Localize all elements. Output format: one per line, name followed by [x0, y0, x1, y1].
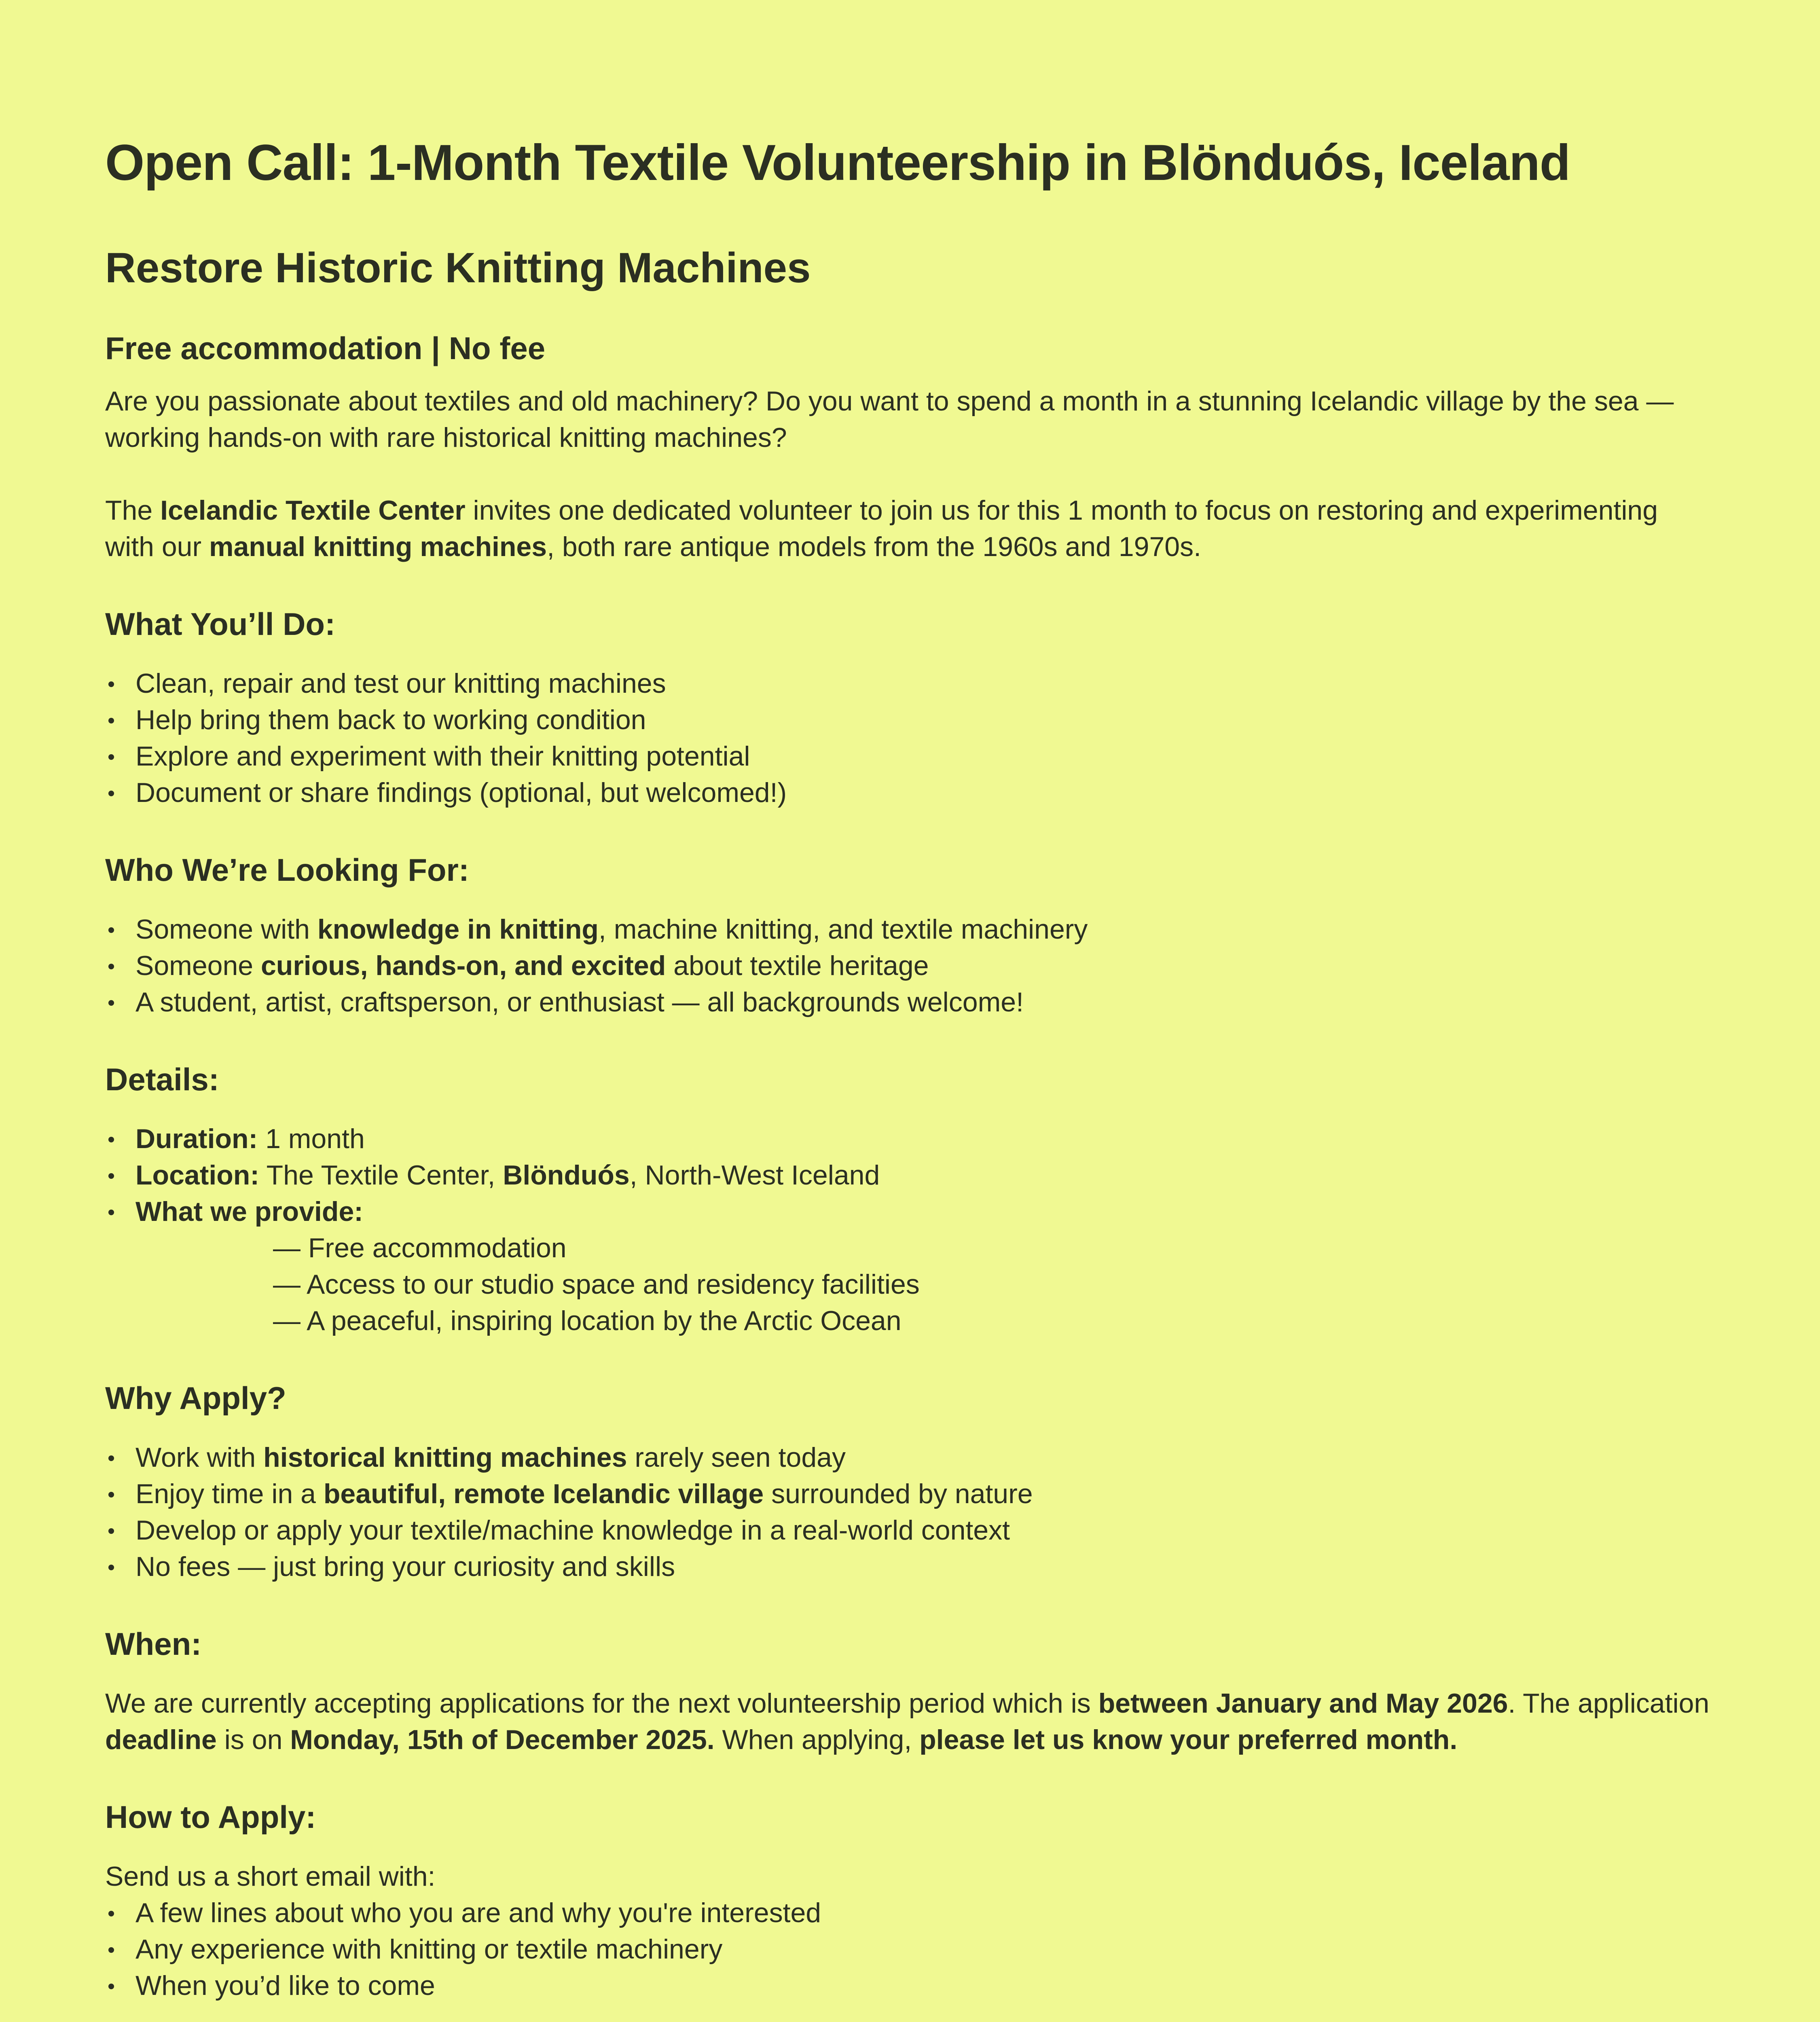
list-item: — Access to our studio space and residency facilities: [273, 1269, 920, 1300]
page-title: Open Call: 1-Month Textile Volunteership in Blönduós, Iceland: [105, 135, 1570, 191]
section-heading-why-apply: Why Apply?: [105, 1380, 286, 1416]
intro-paragraph: Are you passionate about textiles and old machinery? Do you want to spend a month in a stunning Icelandic village by the sea — working hands-on with rare historical knitting machines?: [105, 386, 1674, 453]
list-item: Any experience with knitting or textile machinery: [105, 1931, 1711, 1967]
deadline-date: Monday, 15th of December 2025.: [290, 1724, 715, 1755]
why-apply-list: [105, 1418, 1711, 1585]
list-item: Explore and experiment with their knitting potential: [105, 738, 1711, 774]
list-item: Document or share findings (optional, but welcomed!): [105, 774, 1711, 811]
when-paragraph: We are currently accepting applications for the next volunteership period which is between January and May 2026. The application deadline is on Monday, 15th of December 2025. When applying, please let us know your preferred month.: [105, 1688, 1710, 1755]
list-item: Someone with knowledge in knitting, machine knitting, and textile machinery: [105, 911, 1711, 948]
list-item: When you’d like to come: [105, 1967, 1711, 2004]
how-to-apply-intro: Send us a short email with:: [105, 1861, 436, 1892]
list-item: Help bring them back to working condition: [105, 702, 1711, 738]
detail-duration: Duration: 1 month: [105, 1121, 1711, 1157]
section-heading-looking-for: Who We’re Looking For:: [105, 852, 469, 888]
list-item: No fees — just bring your curiosity and skills: [105, 1548, 1711, 1585]
invite-paragraph: The Icelandic Textile Center invites one dedicated volunteer to join us for this 1 month to focus on restoring and experimenting with our manual knitting machines, both rare antique models from the 1960s and 1970s.: [105, 495, 1658, 562]
list-item: Work with historical knitting machines rarely seen today: [105, 1439, 1711, 1476]
list-item: Enjoy time in a beautiful, remote Icelandic village surrounded by nature: [105, 1476, 1711, 1512]
tagline: Free accommodation | No fee: [105, 330, 546, 366]
what-you-do-list: [105, 644, 1711, 811]
details-list: [105, 1100, 1711, 1230]
list-item: Develop or apply your textile/machine knowledge in a real-world context: [105, 1512, 1711, 1548]
contact-line: [105, 2004, 1711, 2022]
section-heading-what-you-do: What You’ll Do:: [105, 606, 336, 642]
section-heading-how-to-apply: How to Apply:: [105, 1799, 316, 1835]
looking-for-list: [105, 890, 1711, 1020]
list-item: Clean, repair and test our knitting machines: [105, 665, 1711, 702]
how-to-apply-list: [105, 1895, 1711, 2004]
section-heading-when: When:: [105, 1626, 202, 1662]
detail-location: Location: The Textile Center, Blönduós, North-West Iceland: [105, 1157, 1711, 1193]
detail-provide: What we provide:: [105, 1193, 1711, 1230]
section-heading-details: Details:: [105, 1062, 219, 1097]
list-item: — A peaceful, inspiring location by the Arctic Ocean: [273, 1305, 902, 1336]
provide-list: [105, 1230, 1711, 1339]
list-item: A few lines about who you are and why you're interested: [105, 1895, 1711, 1931]
list-item: Someone curious, hands-on, and excited about textile heritage: [105, 948, 1711, 984]
list-item: — Free accommodation: [273, 1233, 567, 1263]
center-name: Icelandic Textile Center: [160, 495, 466, 526]
machines-highlight: manual knitting machines: [209, 531, 547, 562]
page-subtitle: Restore Historic Knitting Machines: [105, 244, 811, 292]
list-item: A student, artist, craftsperson, or enthusiast — all backgrounds welcome!: [105, 984, 1711, 1020]
